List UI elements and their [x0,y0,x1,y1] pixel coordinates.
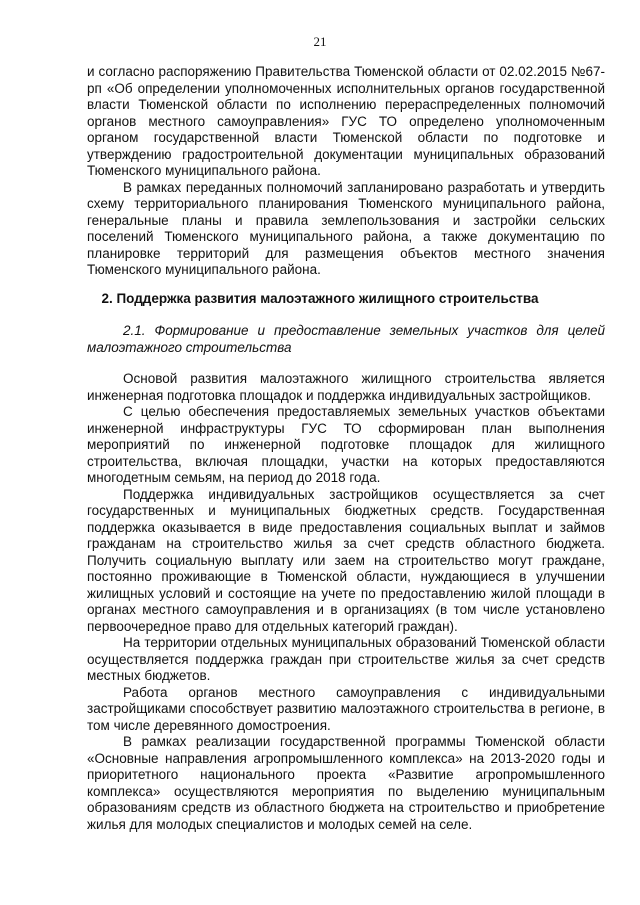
subsection-heading: 2.1. Формирование и предоставление земельных участков для целей малоэтажного строительства [87,323,605,355]
paragraph: На территории отдельных муниципальных образований Тюменской области осуществляется поддержка граждан при строительстве жилья за счет средств местных бюджетов. [87,635,605,683]
paragraph: и согласно распоряжению Правительства Тюменской области от 02.02.2015 №67-рп «Об определении уполномоченных исполнительных органов государственной власти Тюменской области по исполнению перераспределенных полномочий органов местного самоуправления» ГУС ТО определено уполномоченным органом государственной власти Тюменской области по подготовке и утверждению градостроительной документации муниципальных образований Тюменского муниципального района. [87,64,605,178]
paragraph: В рамках реализации государственной программы Тюменской области «Основные направления агропромышленного комплекса» на 2013-2020 годы и приоритетного национального проекта «Развитие агропромышленного комплекса» осуществляются мероприятия по выделению муниципальным образованиям средств из областного бюджета на строительство и приобретение жилья для молодых специалистов и молодых семей на селе. [87,734,605,832]
paragraph: Работа органов местного самоуправления с индивидуальными застройщиками способствует развитию малоэтажного строительства в регионе, в том числе деревянного домостроения. [87,684,605,733]
section-heading: 2. Поддержка развития малоэтажного жилищного строительства [101,291,539,306]
main-text [87,371,605,833]
page-number: 21 [313,34,327,49]
paragraph: Основой развития малоэтажного жилищного строительства является инженерная подготовка площадок и поддержка индивидуальных застройщиков. [87,371,605,403]
paragraph: С целью обеспечения предоставляемых земельных участков объектами инженерной инфраструктуры ГУС ТО сформирован план выполнения мероприятий по инженерной подготовке площадок для жилищного строительства, включая площадки, участки на которых предоставляются многодетным семьям, на период до 2018 года. [87,404,605,485]
intro-text [87,64,605,279]
paragraph: В рамках переданных полномочий запланировано разработать и утвердить схему территориального планирования Тюменского муниципального района, генеральные планы и правила землепользования и застройки сельских поселений Тюменского муниципального района, а также документацию по планировке территорий для размещения объектов местного значения Тюменского муниципального района. [87,179,605,277]
paragraph: Поддержка индивидуальных застройщиков осуществляется за счет государственных и муниципальных бюджетных средств. Государственная поддержка оказывается в виде предоставления социальных выплат и займов гражданам на строительство жилья за счет средств областного бюджета. Получить социальную выплату или заем на строительство могут граждане, постоянно проживающие в Тюменской области, нуждающиеся в улучшении жилищных условий и состоящие на учете по предоставлению жилой площади в органах местного самоуправления и в организациях (в том числе установлено первоочередное право для отдельных категорий граждан). [87,486,605,634]
